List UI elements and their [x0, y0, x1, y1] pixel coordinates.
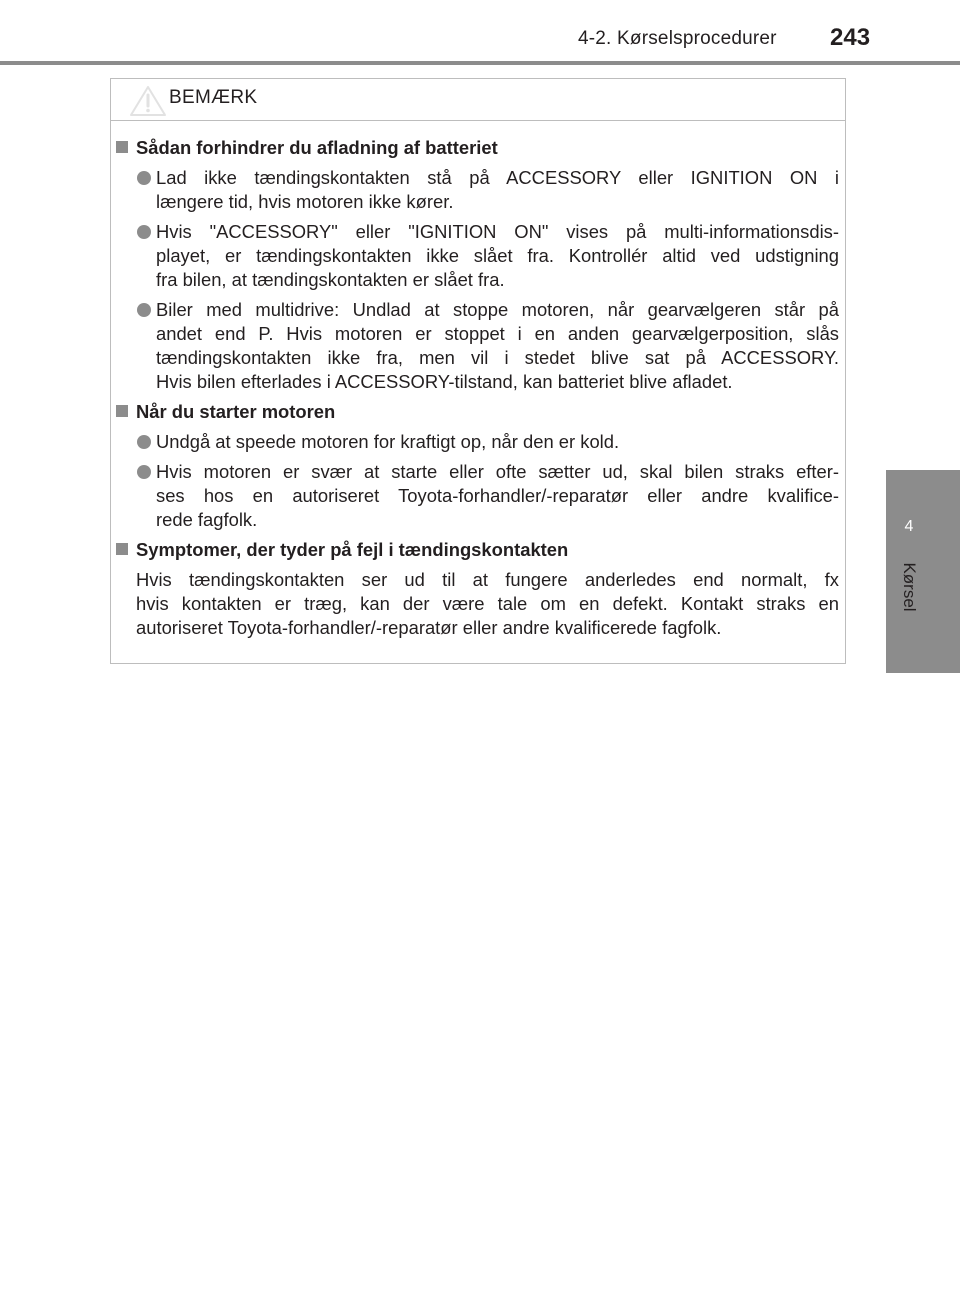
text-line: Hvis motoren er svær at starte eller ofte sætter ud, skal bilen straks efter-	[156, 461, 839, 482]
text-line: Hvis bilen efterlades i ACCESSORY-tilstand, kan batteriet blive afladet.	[156, 371, 733, 392]
text-line: rede fagfolk.	[156, 509, 258, 530]
round-bullet-icon	[137, 435, 151, 449]
text-line: ses hos en autoriseret Toyota-forhandler/-reparatør eller andre kvalifice-	[156, 485, 839, 506]
notice-section	[116, 136, 839, 394]
text-line: hvis kontakten er træg, kan der være tale om en defekt. Kontakt straks en	[136, 593, 839, 614]
bullet-item	[116, 430, 839, 454]
header-rule	[0, 61, 960, 65]
text-line: længere tid, hvis motoren ikke kører.	[156, 191, 454, 212]
text-line: Undgå at speede motoren for kraftigt op, når den er kold.	[156, 431, 620, 452]
chapter-label: Kørsel	[900, 562, 919, 612]
chapter-tab	[886, 470, 960, 673]
notice-header	[111, 79, 845, 121]
section-heading-text: Sådan forhindrer du afladning af batteriet	[136, 137, 498, 158]
section-heading	[116, 400, 839, 424]
text-line: Hvis tændingskontakten ser ud til at fungere anderledes end normalt, fx	[136, 569, 839, 590]
text-line: autoriseret Toyota-forhandler/-reparatør eller andre kvalificerede fagfolk.	[136, 617, 722, 638]
bullet-item	[116, 460, 839, 532]
chapter-label-wrap	[894, 552, 924, 622]
section-title: 4-2. Kørselsprocedurer	[578, 28, 777, 49]
notice-body	[116, 136, 839, 646]
text-line: fra bilen, at tændingskontakten er slået fra.	[156, 269, 505, 290]
section-heading	[116, 136, 839, 160]
round-bullet-icon	[137, 171, 151, 185]
text-line: tændingskontakten ikke fra, men vil i stedet blive sat på ACCESSORY.	[156, 347, 839, 368]
text-line: andet end P. Hvis motoren er stoppet i en anden gearvælgerposition, slås	[156, 323, 839, 344]
text-line: Biler med multidrive: Undlad at stoppe motoren, når gearvælgeren står på	[156, 299, 839, 320]
square-bullet-icon	[116, 405, 128, 417]
bullet-item	[116, 220, 839, 292]
section-paragraph	[116, 568, 839, 640]
section-heading-text: Når du starter motoren	[136, 401, 336, 422]
notice-box	[110, 78, 846, 664]
bullet-item	[116, 298, 839, 394]
bullet-item	[116, 166, 839, 214]
chapter-number: 4	[904, 518, 914, 535]
notice-label: BEMÆRK	[169, 87, 258, 108]
round-bullet-icon	[137, 303, 151, 317]
warning-triangle-icon	[129, 85, 167, 117]
text-line: playet, er tændingskontakten ikke slået fra. Kontrollér altid ved udstigning	[156, 245, 839, 266]
square-bullet-icon	[116, 141, 128, 153]
notice-section	[116, 400, 839, 532]
section-heading-text: Symptomer, der tyder på fejl i tændingskontakten	[136, 539, 569, 560]
section-heading	[116, 538, 839, 562]
notice-section	[116, 538, 839, 640]
text-line: Lad ikke tændingskontakten stå på ACCESSORY eller IGNITION ON i	[156, 167, 839, 188]
round-bullet-icon	[137, 465, 151, 479]
round-bullet-icon	[137, 225, 151, 239]
page-number: 243	[830, 24, 871, 51]
square-bullet-icon	[116, 543, 128, 555]
text-line: Hvis "ACCESSORY" eller "IGNITION ON" vises på multi-informationsdis-	[156, 221, 839, 242]
